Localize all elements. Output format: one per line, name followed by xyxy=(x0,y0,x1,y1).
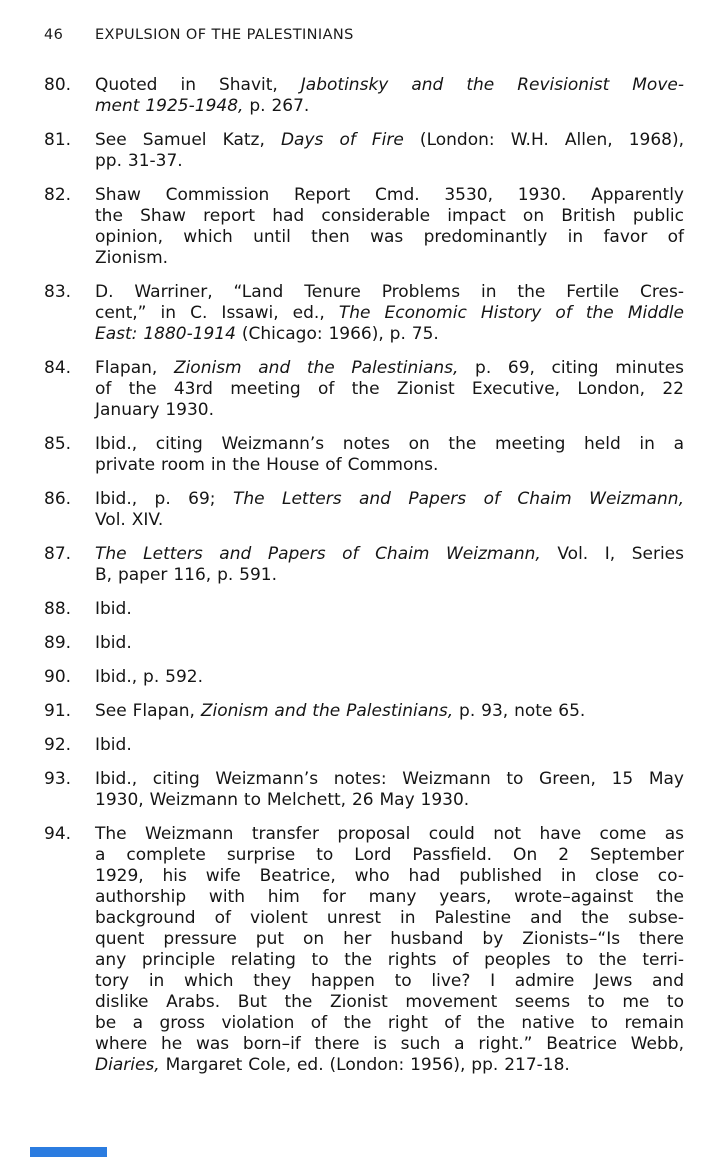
note-text: background of violent unrest in Palestine and the subse- xyxy=(95,908,684,928)
endnote-line xyxy=(95,908,684,929)
endnote-number: 91. xyxy=(44,701,72,721)
endnote-line xyxy=(95,929,684,950)
endnote-line xyxy=(95,599,684,620)
note-text: tory in which they happen to live? I admire Jews and xyxy=(95,971,684,991)
note-text: dislike Arabs. But the Zionist movement seems to me to xyxy=(95,992,684,1012)
endnote-number: 88. xyxy=(44,599,72,619)
endnote-number: 82. xyxy=(44,185,72,205)
endnote-item xyxy=(44,358,684,421)
note-text: B, paper 116, p. 591. xyxy=(95,565,278,585)
page-header xyxy=(44,27,354,43)
endnote-line xyxy=(95,455,684,476)
note-text: authorship with him for many years, wrote–against the xyxy=(95,887,684,907)
endnote-item xyxy=(44,735,684,756)
note-text: 1929, his wife Beatrice, who had published in close co- xyxy=(95,866,684,886)
note-text: Vol. I, Series xyxy=(540,544,684,564)
endnote-text xyxy=(95,667,684,688)
note-text: opinion, which until then was predominantly in favor of xyxy=(95,227,684,247)
note-text: 1930, Weizmann to Melchett, 26 May 1930. xyxy=(95,790,470,810)
endnote-line xyxy=(95,565,684,586)
endnote-number: 80. xyxy=(44,75,72,95)
endnote-item xyxy=(44,633,684,654)
endnote-text xyxy=(95,633,684,654)
note-text: (Chicago: 1966), p. 75. xyxy=(235,324,439,344)
endnote-text xyxy=(95,75,684,117)
italic-title-text: The Letters and Papers of Chaim Weizmann, xyxy=(95,544,541,564)
endnote-number: 87. xyxy=(44,544,72,564)
endnote-line xyxy=(95,866,684,887)
endnotes-list xyxy=(44,75,684,1089)
note-text: January 1930. xyxy=(95,400,215,420)
note-text: Vol. XIV. xyxy=(95,510,164,530)
endnote-item xyxy=(44,824,684,1076)
endnote-line xyxy=(95,544,684,565)
endnote-line xyxy=(95,510,684,531)
endnote-item xyxy=(44,185,684,269)
endnote-line xyxy=(95,790,684,811)
endnote-number: 94. xyxy=(44,824,72,844)
note-text: Zionism. xyxy=(95,248,169,268)
endnote-line xyxy=(95,887,684,908)
endnote-number: 90. xyxy=(44,667,72,687)
note-text: p. 69, citing minutes xyxy=(458,358,685,378)
italic-title-text: Zionism and the Palestinians, xyxy=(200,701,454,721)
note-text: Ibid. xyxy=(95,633,132,653)
italic-title-text: The Economic History of the Middle xyxy=(338,303,684,323)
endnote-text xyxy=(95,130,684,172)
endnote-number: 83. xyxy=(44,282,72,302)
endnote-item xyxy=(44,769,684,811)
note-text: any principle relating to the rights of peoples to the terri- xyxy=(95,950,684,970)
italic-title-text: East: 1880-1914 xyxy=(95,324,236,344)
note-text: the Shaw report had considerable impact on British public xyxy=(95,206,684,226)
endnote-line xyxy=(95,358,684,379)
note-text: Ibid., citing Weizmann’s notes: Weizmann to Green, 15 May xyxy=(95,769,684,789)
note-text: (London: W.H. Allen, 1968), xyxy=(403,130,685,150)
endnote-text xyxy=(95,735,684,756)
endnote-line xyxy=(95,75,684,96)
endnote-number: 84. xyxy=(44,358,72,378)
endnote-line xyxy=(95,950,684,971)
note-text: Ibid., p. 592. xyxy=(95,667,203,687)
endnote-line xyxy=(95,185,684,206)
endnote-line xyxy=(95,1034,684,1055)
endnote-line xyxy=(95,227,684,248)
endnote-item xyxy=(44,701,684,722)
endnote-item xyxy=(44,130,684,172)
running-head: EXPULSION OF THE PALESTINIANS xyxy=(95,27,354,43)
note-text: private room in the House of Commons. xyxy=(95,455,439,475)
endnote-line xyxy=(95,667,684,688)
endnote-item xyxy=(44,599,684,620)
note-text: Shaw Commission Report Cmd. 3530, 1930. Apparently xyxy=(95,185,684,205)
italic-title-text: Diaries, xyxy=(95,1055,160,1075)
endnote-line xyxy=(95,845,684,866)
endnote-line xyxy=(95,96,684,117)
endnote-text xyxy=(95,282,684,345)
endnote-line xyxy=(95,701,684,722)
note-text: Ibid. xyxy=(95,599,132,619)
endnote-line xyxy=(95,303,684,324)
note-text: D. Warriner, “Land Tenure Problems in the Fertile Cres- xyxy=(95,282,684,302)
note-text: Ibid., p. 69; xyxy=(95,489,233,509)
note-text: where he was born–if there is such a right.” Beatrice Webb, xyxy=(95,1034,684,1054)
endnote-number: 93. xyxy=(44,769,72,789)
endnote-line xyxy=(95,130,684,151)
note-text: p. 93, note 65. xyxy=(453,701,586,721)
endnote-line xyxy=(95,379,684,400)
note-text: See Samuel Katz, xyxy=(95,130,281,150)
endnote-item xyxy=(44,282,684,345)
endnote-line xyxy=(95,151,684,172)
note-text: Margaret Cole, ed. (London: 1956), pp. 217-18. xyxy=(159,1055,570,1075)
endnote-line xyxy=(95,489,684,510)
endnote-text xyxy=(95,358,684,421)
endnote-text xyxy=(95,544,684,586)
endnote-item xyxy=(44,489,684,531)
endnote-line xyxy=(95,1013,684,1034)
endnote-line xyxy=(95,434,684,455)
endnote-text xyxy=(95,489,684,531)
endnote-text xyxy=(95,599,684,620)
endnote-line xyxy=(95,206,684,227)
endnote-line xyxy=(95,992,684,1013)
note-text: be a gross violation of the right of the native to remain xyxy=(95,1013,684,1033)
endnote-line xyxy=(95,633,684,654)
endnote-line xyxy=(95,282,684,303)
endnote-line xyxy=(95,1055,684,1076)
note-text: p. 267. xyxy=(243,96,310,116)
scan-artifact-bar xyxy=(30,1147,107,1157)
note-text: quent pressure put on her husband by Zionists–“Is there xyxy=(95,929,684,949)
italic-title-text: Zionism and the Palestinians, xyxy=(173,358,459,378)
italic-title-text: Days of Fire xyxy=(280,130,404,150)
note-text: cent,” in C. Issawi, ed., xyxy=(95,303,339,323)
note-text: pp. 31-37. xyxy=(95,151,183,171)
page-number: 46 xyxy=(44,27,64,43)
endnote-text xyxy=(95,185,684,269)
endnote-item xyxy=(44,75,684,117)
endnote-number: 92. xyxy=(44,735,72,755)
endnote-line xyxy=(95,248,684,269)
endnote-line xyxy=(95,400,684,421)
endnote-item xyxy=(44,544,684,586)
note-text: Ibid. xyxy=(95,735,132,755)
endnote-text xyxy=(95,701,684,722)
endnote-item xyxy=(44,667,684,688)
endnote-line xyxy=(95,824,684,845)
endnote-item xyxy=(44,434,684,476)
note-text: a complete surprise to Lord Passfield. On 2 September xyxy=(95,845,684,865)
note-text: Ibid., citing Weizmann’s notes on the meeting held in a xyxy=(95,434,684,454)
endnote-number: 81. xyxy=(44,130,72,150)
italic-title-text: Jabotinsky and the Revisionist Move- xyxy=(300,75,684,95)
note-text: See Flapan, xyxy=(95,701,201,721)
italic-title-text: ment 1925-1948, xyxy=(95,96,244,116)
endnote-line xyxy=(95,769,684,790)
note-text: Quoted in Shavit, xyxy=(95,75,301,95)
endnote-number: 89. xyxy=(44,633,72,653)
italic-title-text: The Letters and Papers of Chaim Weizmann, xyxy=(232,489,684,509)
endnote-text xyxy=(95,769,684,811)
note-text: Flapan, xyxy=(95,358,174,378)
endnote-number: 86. xyxy=(44,489,72,509)
note-text: The Weizmann transfer proposal could not have come as xyxy=(95,824,684,844)
endnote-text xyxy=(95,824,684,1076)
note-text: of the 43rd meeting of the Zionist Executive, London, 22 xyxy=(95,379,684,399)
endnote-text xyxy=(95,434,684,476)
endnote-line xyxy=(95,324,684,345)
endnote-line xyxy=(95,971,684,992)
endnote-number: 85. xyxy=(44,434,72,454)
endnote-line xyxy=(95,735,684,756)
